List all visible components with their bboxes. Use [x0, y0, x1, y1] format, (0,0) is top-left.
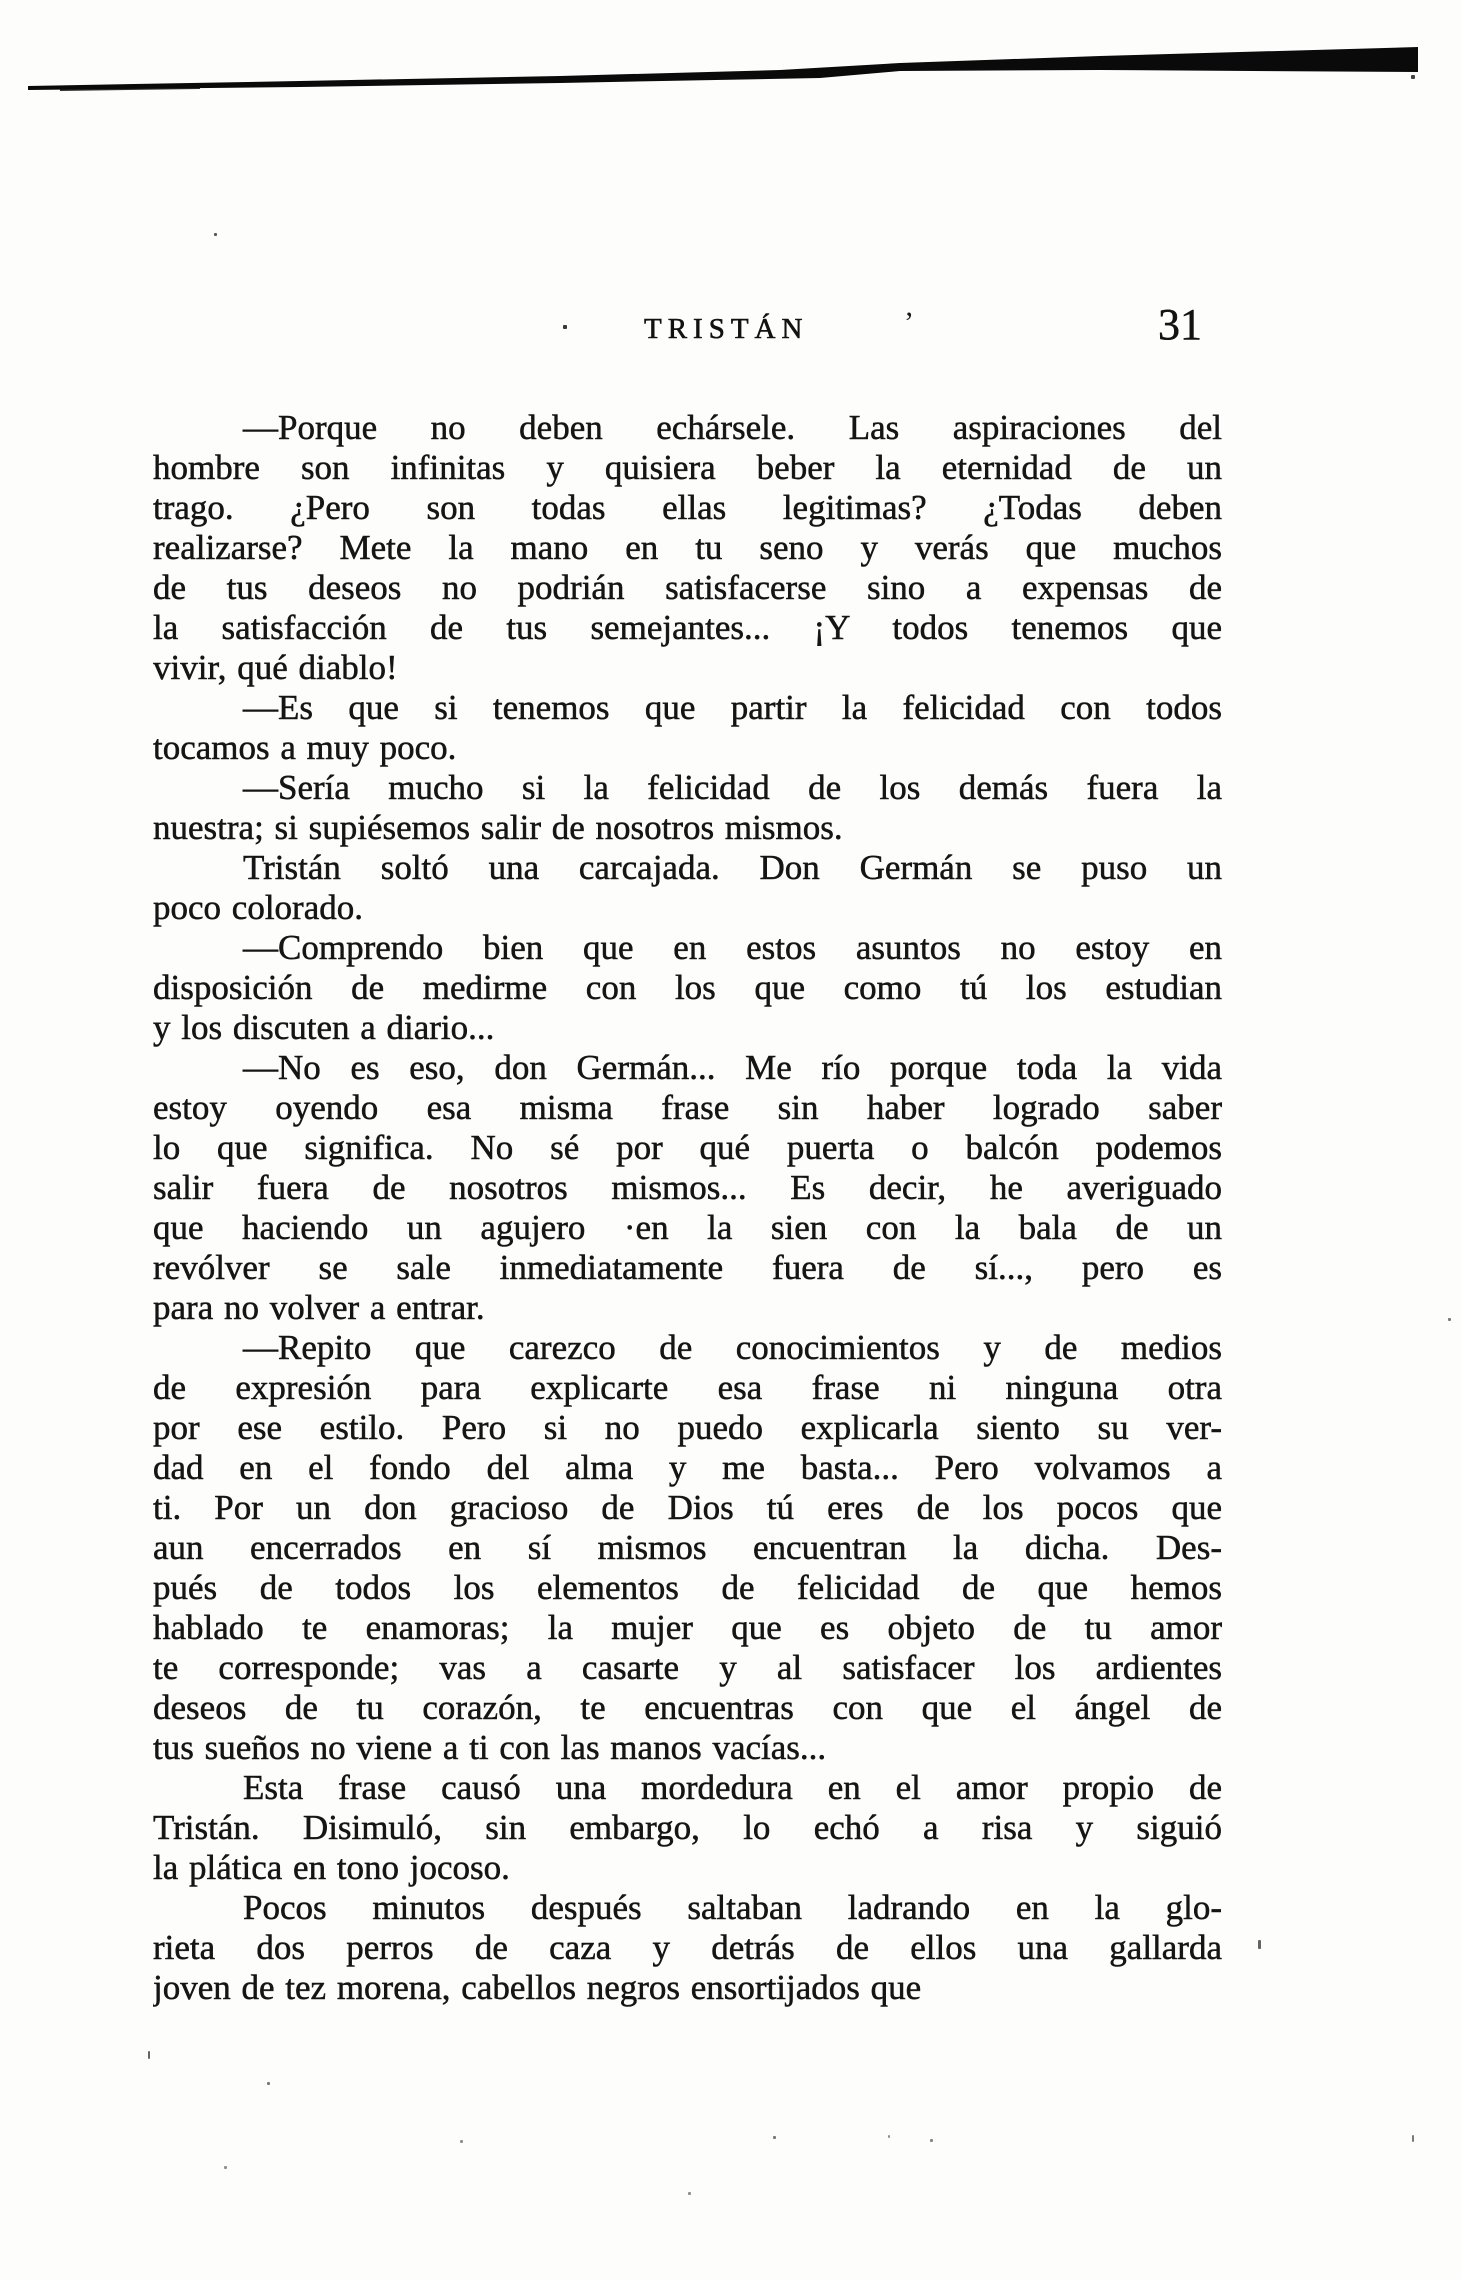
- text-line: Pocos minutos después saltaban ladrando en la glo-: [243, 1888, 1222, 1927]
- text-line: —Repito que carezco de conocimientos y de medios: [243, 1328, 1222, 1367]
- text-line: la satisfacción de tus semejantes... ¡Y todos tenemos que: [153, 608, 1222, 647]
- scan-stray-mark: ’: [904, 306, 914, 339]
- text-line: joven de tez morena, cabellos negros ensortijados que: [153, 1968, 922, 2007]
- scan-speck: [773, 2136, 776, 2139]
- text-line: Esta frase causó una mordedura en el amor propio de: [243, 1768, 1222, 1807]
- text-line: lo que significa. No sé por qué puerta o balcón podemos: [153, 1128, 1222, 1167]
- scan-speck: [930, 2139, 933, 2142]
- scan-speck: [1258, 1940, 1261, 1949]
- text-line: tus sueños no viene a ti con las manos vacías...: [153, 1728, 827, 1767]
- text-column: [153, 408, 1222, 2008]
- paragraph: [153, 688, 1222, 768]
- paragraph: [153, 1768, 1222, 1888]
- paragraph: [153, 408, 1222, 688]
- text-line: hablado te enamoras; la mujer que es objeto de tu amor: [153, 1608, 1222, 1647]
- scan-speck: [563, 325, 567, 329]
- text-line: de tus deseos no podrián satisfacerse sino a expensas de: [153, 568, 1222, 607]
- scan-speck: [888, 2135, 890, 2138]
- text-line: te corresponde; vas a casarte y al satisfacer los ardientes: [153, 1648, 1222, 1687]
- text-line: poco colorado.: [153, 888, 363, 927]
- text-line: que haciendo un agujero ·en la sien con la bala de un: [153, 1208, 1222, 1247]
- scan-speck: [267, 2082, 270, 2085]
- text-line: pués de todos los elementos de felicidad de que hemos: [153, 1568, 1222, 1607]
- text-line: nuestra; si supiésemos salir de nosotros mismos.: [153, 808, 843, 847]
- text-line: dad en el fondo del alma y me basta... Pero volvamos a: [153, 1448, 1222, 1487]
- text-line: salir fuera de nosotros mismos... Es decir, he averiguado: [153, 1168, 1222, 1207]
- text-line: rieta dos perros de caza y detrás de ellos una gallarda: [153, 1928, 1222, 1967]
- page-number: 31: [1158, 300, 1202, 349]
- paragraph: [153, 1048, 1222, 1328]
- text-line: —Es que si tenemos que partir la felicidad con todos: [243, 688, 1222, 727]
- scan-speck: [148, 2051, 150, 2059]
- text-line: vivir, qué diablo!: [153, 648, 398, 687]
- text-line: ti. Por un don gracioso de Dios tú eres de los pocos que: [153, 1488, 1222, 1527]
- text-line: —Sería mucho si la felicidad de los demás fuera la: [243, 768, 1222, 807]
- text-line: Tristán soltó una carcajada. Don Germán se puso un: [243, 848, 1222, 887]
- scan-speck: [214, 233, 217, 236]
- running-header-title: TRISTÁN: [644, 313, 809, 345]
- text-line: —Comprendo bien que en estos asuntos no estoy en: [243, 928, 1222, 967]
- text-line: de expresión para explicarte esa frase ni ninguna otra: [153, 1368, 1222, 1407]
- text-line: Tristán. Disimuló, sin embargo, lo echó a risa y siguió: [153, 1808, 1222, 1847]
- scan-speck: [224, 2166, 227, 2169]
- paragraph: [153, 1328, 1222, 1768]
- scan-speck: [460, 2140, 463, 2143]
- paragraph: [153, 768, 1222, 848]
- scan-speck: [688, 2192, 691, 2195]
- scan-speck: [1411, 75, 1415, 79]
- text-line: revólver se sale inmediatamente fuera de sí..., pero es: [153, 1248, 1222, 1287]
- text-line: estoy oyendo esa misma frase sin haber logrado saber: [153, 1088, 1222, 1127]
- text-line: —No es eso, don Germán... Me río porque toda la vida: [243, 1048, 1222, 1087]
- text-line: tocamos a muy poco.: [153, 728, 457, 767]
- text-line: para no volver a entrar.: [153, 1288, 485, 1327]
- text-line: —Porque no deben echársele. Las aspiraciones del: [243, 408, 1222, 447]
- paragraph: [153, 1888, 1222, 2008]
- text-line: por ese estilo. Pero si no puedo explicarla siento su ver-: [153, 1408, 1222, 1447]
- text-line: hombre son infinitas y quisiera beber la eternidad de un: [153, 448, 1222, 487]
- text-line: y los discuten a diario...: [153, 1008, 495, 1047]
- text-line: disposición de medirme con los que como tú los estudian: [153, 968, 1222, 1007]
- scan-speck: [1448, 1318, 1451, 1321]
- scan-artifact-top-edge: [0, 0, 1462, 120]
- text-line: trago. ¿Pero son todas ellas legitimas? ¿Todas deben: [153, 488, 1222, 527]
- text-line: realizarse? Mete la mano en tu seno y verás que muchos: [153, 528, 1222, 567]
- scan-speck: [1412, 2135, 1414, 2142]
- text-line: la plática en tono jocoso.: [153, 1848, 510, 1887]
- paragraph: [153, 928, 1222, 1048]
- text-line: aun encerrados en sí mismos encuentran la dicha. Des-: [153, 1528, 1222, 1567]
- paragraph: [153, 848, 1222, 928]
- text-line: deseos de tu corazón, te encuentras con que el ángel de: [153, 1688, 1222, 1727]
